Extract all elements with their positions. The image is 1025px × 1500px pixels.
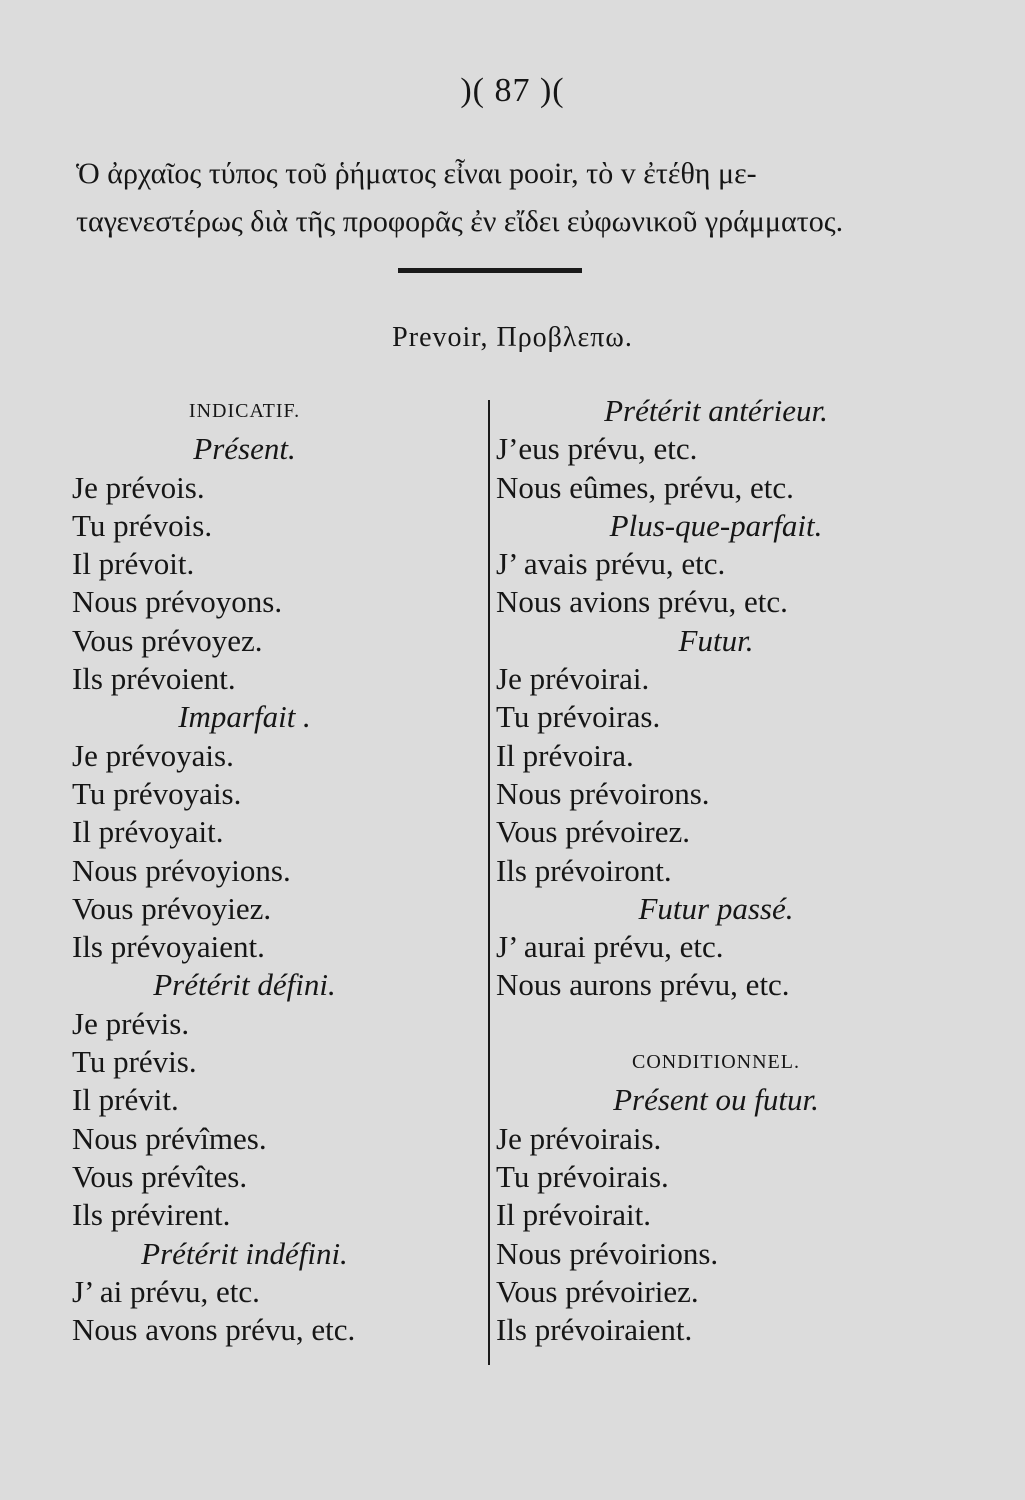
conjugation-form: Ils prévoiront. (496, 852, 672, 888)
conjugation-form: J’ avais prévu, etc. (496, 546, 726, 582)
conjugation-form: J’eus prévu, etc. (496, 431, 698, 467)
note-line-2: ταγενεστέρως διὰ τῆς προφορᾶς ἐν εἴδει εὐφωνικοῦ γράμματος. (76, 205, 844, 238)
conjugation-form: Vous prévîtes. (72, 1158, 248, 1194)
conjugation-form: Je prévois. (72, 469, 205, 505)
conjugation-form: Tu prévois. (72, 507, 213, 543)
conjugation-form: Nous prévoirions. (496, 1235, 719, 1271)
mood-heading: CONDITIONNEL. (632, 1051, 800, 1074)
conjugation-form: Tu prévoirais. (496, 1158, 669, 1194)
tense-heading: Imparfait . (178, 699, 311, 735)
conjugation-form: Ils prévoient. (72, 661, 236, 697)
conjugation-form: Je prévoyais. (72, 737, 234, 773)
conjugation-form: Je prévoirais. (496, 1120, 662, 1156)
spacer (496, 1005, 936, 1043)
separator-rule (398, 268, 582, 273)
tense-heading: Plus-que-parfait. (609, 507, 823, 543)
left-column (72, 392, 472, 1349)
conjugation-form: Il prévoira. (496, 737, 634, 773)
column-divider (488, 400, 490, 1365)
tense-heading: Futur passé. (638, 890, 794, 926)
conjugation-form: Nous prévoyons. (72, 584, 283, 620)
verb-title: Prevoir, Προβλεπω. (392, 322, 633, 353)
tense-heading: Prétérit antérieur. (604, 393, 828, 428)
conjugation-form: Je prévoirai. (496, 661, 650, 697)
conjugation-form: Je prévis. (72, 1005, 190, 1041)
right-column (496, 392, 936, 1349)
conjugation-form: J’ aurai prévu, etc. (496, 929, 724, 965)
page-number: )( 87 )( (460, 72, 565, 109)
tense-heading: Présent ou futur. (613, 1082, 819, 1118)
etymology-note (76, 150, 956, 246)
conjugation-form: J’ ai prévu, etc. (72, 1273, 260, 1309)
tense-heading: Futur. (678, 622, 754, 658)
conjugation-form: Tu prévoyais. (72, 775, 242, 811)
conjugation-form: Il prévoit. (72, 546, 195, 582)
conjugation-form: Nous prévoirons. (496, 775, 710, 811)
tense-heading: Prétérit indéfini. (141, 1235, 348, 1271)
conjugation-form: Vous prévoirez. (496, 814, 690, 850)
note-line-1: Ὁ ἀρχαῖος τύπος τοῦ ῥήματος εἶναι pooir, τὸ v ἐτέθη με- (76, 157, 757, 190)
conjugation-form: Tu prévoiras. (496, 699, 661, 735)
conjugation-form: Ils prévoiraient. (496, 1312, 693, 1348)
conjugation-form: Nous aurons prévu, etc. (496, 967, 790, 1003)
conjugation-form: Nous avons prévu, etc. (72, 1312, 356, 1348)
conjugation-form: Il prévit. (72, 1082, 179, 1118)
conjugation-form: Ils prévoyaient. (72, 929, 265, 965)
mood-heading: INDICATIF. (188, 400, 301, 422)
conjugation-form: Vous prévoiriez. (496, 1273, 699, 1309)
conjugation-form: Il prévoyait. (72, 814, 224, 850)
conjugation-form: Ils prévirent. (72, 1197, 231, 1233)
conjugation-form: Nous prévîmes. (72, 1120, 267, 1156)
conjugation-form: Tu prévis. (72, 1044, 197, 1080)
conjugation-form: Nous prévoyions. (72, 852, 291, 888)
conjugation-form: Il prévoirait. (496, 1197, 651, 1233)
conjugation-form: Vous prévoyez. (72, 622, 263, 658)
conjugation-form: Nous eûmes, prévu, etc. (496, 469, 794, 505)
tense-heading: Présent. (193, 431, 296, 467)
tense-heading: Prétérit défini. (153, 967, 336, 1003)
conjugation-form: Nous avions prévu, etc. (496, 584, 788, 620)
conjugation-form: Vous prévoyiez. (72, 890, 272, 926)
